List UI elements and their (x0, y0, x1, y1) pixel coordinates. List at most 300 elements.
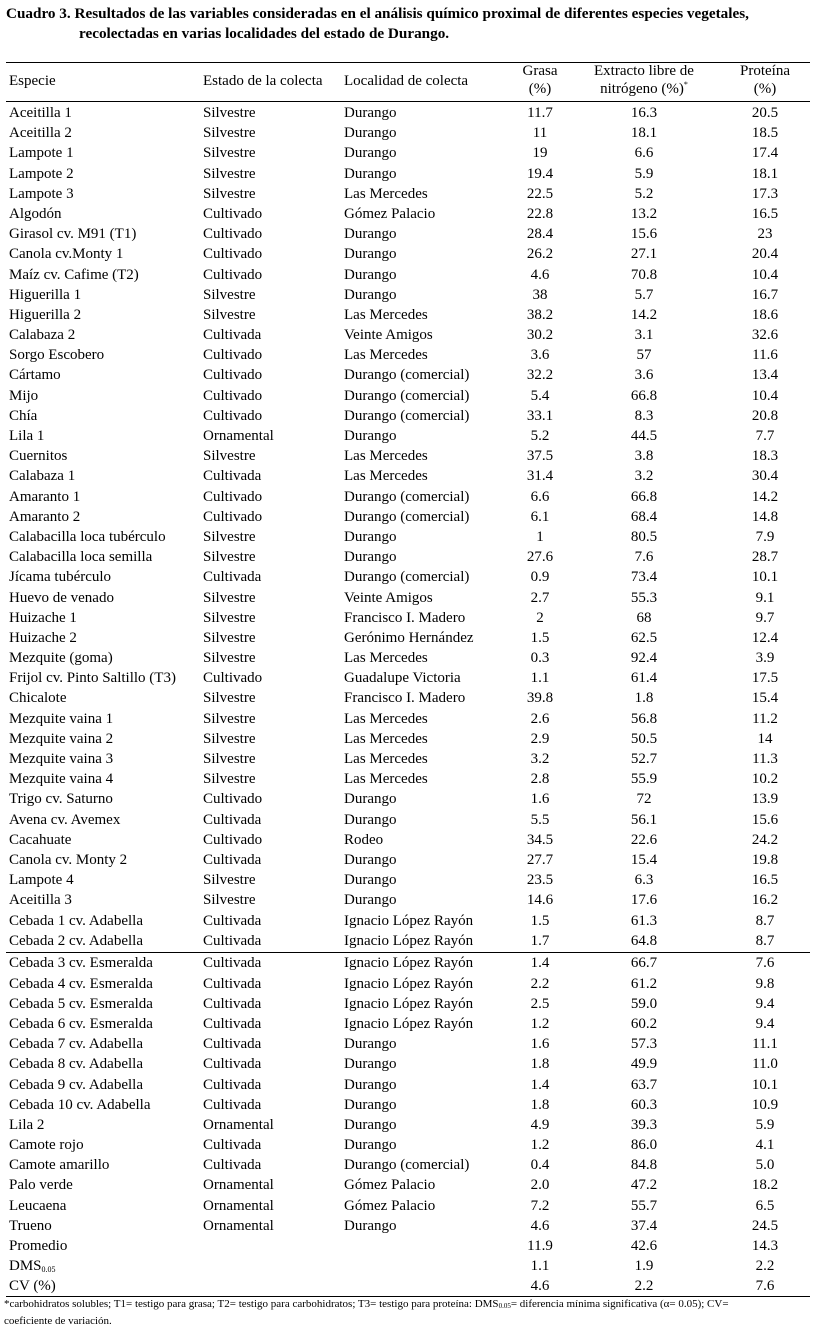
cell-grasa: 1.1 (530, 670, 550, 687)
cell-proteina: 7.7 (755, 428, 775, 444)
cell-especie: Canola cv. Monty 2 (9, 851, 128, 868)
cell-proteina: 10.4 (751, 266, 779, 283)
table-row (0, 406, 820, 426)
cell-estado: Cultivado (203, 266, 263, 283)
cell-localidad: Durango (344, 165, 397, 182)
summary-grasa: 11.9 (527, 1238, 553, 1254)
cell-localidad: Durango (comercial) (344, 367, 470, 384)
cell-estado: Ornamental (203, 428, 274, 444)
cell-localidad: Veinte Amigos (344, 327, 433, 344)
cell-especie: Cártamo (9, 367, 61, 384)
cell-estado: Silvestre (203, 589, 256, 606)
table-row (0, 527, 820, 547)
table-row (0, 1075, 820, 1095)
cell-especie: Chía (9, 407, 38, 424)
cell-grasa: 27.6 (526, 549, 554, 566)
cell-extracto: 7.6 (634, 549, 654, 566)
cell-grasa: 38.2 (526, 306, 554, 323)
cell-grasa: 1.8 (530, 1096, 550, 1113)
cell-proteina: 17.5 (751, 670, 779, 687)
summary-label-text: CV (%) (9, 1278, 56, 1295)
cell-especie: Sorgo Escobero (9, 347, 105, 364)
cell-especie: Calabaza 1 (9, 468, 76, 485)
table-row (0, 1095, 820, 1115)
cell-extracto: 80.5 (630, 528, 658, 545)
cell-especie: Cebada 9 cv. Adabella (9, 1076, 143, 1093)
cell-extracto: 60.3 (630, 1096, 658, 1113)
cell-extracto: 56.1 (630, 811, 658, 828)
cell-grasa: 22.5 (526, 185, 554, 202)
cell-estado: Ornamental (203, 1217, 274, 1234)
table-row (0, 244, 820, 264)
cell-extracto: 66.8 (630, 387, 658, 404)
table-row (0, 1196, 820, 1216)
table-row (0, 365, 820, 385)
cell-localidad: Durango (344, 125, 397, 142)
cell-proteina: 11.2 (752, 710, 778, 727)
cell-localidad: Durango (344, 226, 397, 243)
cell-especie: Amaranto 1 (9, 488, 81, 505)
cell-especie: Mezquite (goma) (9, 650, 113, 667)
table-row (0, 507, 820, 527)
cell-grasa: 0.3 (530, 650, 550, 667)
table-row (0, 911, 820, 931)
cell-grasa: 1.4 (530, 955, 550, 972)
cell-grasa: 31.4 (526, 468, 554, 485)
cell-estado: Cultivada (203, 912, 262, 929)
table-row (0, 830, 820, 850)
cell-estado: Cultivado (203, 791, 263, 808)
cell-localidad: Las Mercedes (344, 751, 428, 767)
header-grasa-line1: Grasa (522, 63, 558, 79)
cell-extracto: 18.1 (630, 125, 658, 142)
cell-especie: Cebada 8 cv. Adabella (9, 1056, 143, 1073)
cell-especie: Mezquite vaina 4 (9, 771, 114, 788)
table-row (0, 749, 820, 769)
cell-localidad: Durango (344, 1137, 397, 1154)
cell-grasa: 2 (536, 609, 544, 626)
cell-localidad: Guadalupe Victoria (344, 670, 461, 687)
cell-estado: Cultivada (203, 932, 262, 949)
cell-extracto: 27.1 (630, 246, 658, 263)
table-row (0, 1014, 820, 1034)
cell-estado: Silvestre (203, 306, 256, 323)
header-extracto-line2 (575, 80, 713, 98)
cell-proteina: 18.1 (751, 165, 779, 182)
table-row (0, 1034, 820, 1054)
cell-estado: Silvestre (203, 448, 256, 465)
cell-extracto: 49.9 (630, 1056, 658, 1073)
cell-proteina: 9.4 (755, 995, 775, 1012)
table-row (0, 1216, 820, 1236)
cell-proteina: 8.7 (755, 932, 775, 949)
cell-grasa: 26.2 (526, 246, 554, 263)
cell-grasa: 2.5 (530, 995, 550, 1012)
cell-localidad: Veinte Amigos (344, 589, 433, 606)
table-row (0, 769, 820, 789)
cell-grasa: 1.5 (530, 912, 550, 929)
footnote (4, 1297, 816, 1329)
cell-especie: Aceitilla 1 (9, 105, 72, 121)
cell-extracto: 13.2 (630, 205, 658, 222)
table-row (0, 1175, 820, 1195)
table-row (0, 1155, 820, 1175)
table-row (0, 810, 820, 830)
cell-localidad: Durango (344, 791, 397, 808)
cell-localidad: Durango (comercial) (344, 508, 470, 525)
cell-proteina: 9.7 (755, 609, 775, 626)
cell-localidad: Las Mercedes (344, 448, 428, 465)
cell-especie: Cebada 6 cv. Esmeralda (9, 1015, 153, 1032)
cell-estado: Ornamental (203, 1177, 274, 1194)
cell-especie: Maíz cv. Cafime (T2) (9, 266, 139, 283)
cell-localidad: Durango (344, 246, 397, 263)
cell-estado: Cultivada (203, 1076, 262, 1093)
cell-extracto: 15.6 (630, 226, 658, 243)
cell-especie: Canola cv.Monty 1 (9, 246, 124, 263)
cell-extracto: 3.2 (634, 468, 654, 485)
cell-estado: Cultivada (203, 975, 262, 992)
cell-estado: Silvestre (203, 105, 256, 121)
table-row (0, 466, 820, 486)
cell-especie: Huizache 1 (9, 609, 77, 626)
table-row (0, 547, 820, 567)
cell-estado: Cultivado (203, 670, 263, 687)
cell-especie: Cacahuate (9, 831, 72, 848)
cell-grasa: 1.2 (530, 1137, 550, 1154)
cell-extracto: 61.2 (630, 975, 658, 992)
cell-localidad: Durango (344, 428, 397, 444)
cell-estado: Silvestre (203, 771, 256, 788)
header-extracto (575, 62, 713, 98)
cell-especie: Higuerilla 1 (9, 286, 82, 303)
cell-proteina: 14.2 (751, 488, 779, 505)
cell-estado: Cultivado (203, 407, 263, 424)
cell-extracto: 55.7 (630, 1197, 658, 1214)
cell-grasa: 1.8 (530, 1056, 550, 1073)
cell-localidad: Las Mercedes (344, 468, 428, 485)
table-row (0, 1115, 820, 1135)
cell-proteina: 11.0 (752, 1056, 778, 1073)
table-row (0, 1054, 820, 1074)
cell-grasa: 1 (536, 528, 544, 545)
table-row (0, 345, 820, 365)
cell-especie: Higuerilla 2 (9, 306, 82, 323)
cell-estado: Ornamental (203, 1116, 274, 1133)
cell-localidad: Francisco I. Madero (344, 690, 466, 707)
cell-proteina: 30.4 (751, 468, 779, 485)
cell-proteina: 5.0 (755, 1157, 775, 1174)
header-extracto-line1: Extracto libre de (594, 63, 694, 79)
cell-proteina: 24.5 (751, 1217, 779, 1234)
cell-especie: Chicalote (9, 690, 67, 707)
cell-extracto: 70.8 (630, 266, 658, 283)
cell-estado: Cultivado (203, 508, 263, 525)
cell-extracto: 14.2 (630, 306, 658, 323)
cell-localidad: Durango (344, 528, 397, 545)
cell-estado: Silvestre (203, 165, 256, 182)
cell-proteina: 9.1 (755, 589, 775, 606)
cell-extracto: 5.7 (634, 286, 654, 303)
table-row (0, 426, 820, 446)
cell-estado: Cultivada (203, 1096, 262, 1113)
cell-extracto: 6.3 (634, 872, 654, 889)
cell-proteina: 10.4 (751, 387, 779, 404)
cell-proteina: 20.4 (751, 246, 779, 263)
cell-localidad: Durango (344, 811, 397, 828)
cell-especie: Mezquite vaina 3 (9, 751, 114, 767)
table-row (0, 143, 820, 163)
cell-especie: Lila 1 (9, 428, 45, 444)
cell-grasa: 1.4 (530, 1076, 550, 1093)
table-row (0, 265, 820, 285)
cell-especie: Lila 2 (9, 1116, 45, 1133)
cell-estado: Ornamental (203, 1197, 274, 1214)
cell-proteina: 17.3 (751, 185, 779, 202)
cell-extracto: 84.8 (630, 1157, 658, 1174)
cell-proteina: 16.7 (751, 286, 779, 303)
cell-localidad: Las Mercedes (344, 306, 428, 323)
cell-extracto: 44.5 (630, 428, 658, 444)
header-extracto-mark: * (683, 80, 688, 89)
table-row (0, 931, 820, 951)
cell-extracto: 56.8 (630, 710, 658, 727)
cell-especie: Huizache 2 (9, 629, 77, 646)
table-row (0, 103, 820, 123)
cell-estado: Cultivada (203, 1036, 262, 1053)
cell-extracto: 52.7 (630, 751, 658, 767)
cell-grasa: 33.1 (526, 407, 554, 424)
footnote-part1: *carbohidratos solubles; T1= testigo para grasa; T2= testigo para carbohidratos; T3= testigo para proteína: DMS (4, 1298, 499, 1310)
table-row (0, 446, 820, 466)
footnote-sub: 0.05 (498, 1302, 511, 1310)
cell-proteina: 8.7 (755, 912, 775, 929)
cell-localidad: Francisco I. Madero (344, 609, 466, 626)
cell-estado: Silvestre (203, 145, 256, 162)
cell-grasa: 0.9 (530, 569, 550, 586)
table-row (0, 974, 820, 994)
cell-extracto: 60.2 (630, 1015, 658, 1032)
summary-extracto: 1.9 (634, 1258, 654, 1275)
cell-grasa: 38 (532, 286, 548, 303)
cell-grasa: 4.9 (530, 1116, 550, 1133)
cell-grasa: 1.6 (530, 791, 550, 808)
header-localidad: Localidad de colecta (344, 73, 469, 89)
header-extracto-text: nitrógeno (%) (600, 81, 684, 97)
cell-localidad: Ignacio López Rayón (344, 955, 474, 972)
cell-extracto: 55.9 (630, 771, 658, 788)
cell-proteina: 10.1 (751, 569, 779, 586)
summary-grasa: 4.6 (530, 1278, 550, 1295)
cell-localidad: Las Mercedes (344, 347, 428, 364)
cell-extracto: 59.0 (630, 995, 658, 1012)
summary-label-text: DMS (9, 1258, 42, 1275)
cell-proteina: 18.6 (751, 306, 779, 323)
cell-localidad: Durango (comercial) (344, 1157, 470, 1174)
cell-extracto: 57.3 (630, 1036, 658, 1053)
cell-grasa: 22.8 (526, 205, 554, 222)
cell-proteina: 16.5 (751, 872, 779, 889)
cell-proteina: 15.6 (751, 811, 779, 828)
cell-estado: Cultivado (203, 246, 263, 263)
cell-localidad: Durango (344, 851, 397, 868)
cell-especie: Lampote 2 (9, 165, 74, 182)
cell-grasa: 2.9 (530, 730, 550, 747)
cell-localidad: Las Mercedes (344, 650, 428, 667)
cell-extracto: 37.4 (630, 1217, 658, 1234)
cell-localidad: Gómez Palacio (344, 205, 436, 222)
cell-localidad: Ignacio López Rayón (344, 912, 474, 929)
cell-estado: Cultivada (203, 1137, 262, 1154)
cell-especie: Cebada 10 cv. Adabella (9, 1096, 151, 1113)
table-row (0, 386, 820, 406)
header-proteina-line2: (%) (753, 81, 777, 97)
cell-grasa: 23.5 (526, 872, 554, 889)
cell-proteina: 18.5 (751, 125, 779, 142)
cell-localidad: Durango (344, 892, 397, 909)
table-row (0, 953, 820, 973)
cell-proteina: 14.8 (751, 508, 779, 525)
cell-grasa: 27.7 (526, 851, 554, 868)
cell-extracto: 22.6 (630, 831, 658, 848)
cell-estado: Cultivado (203, 367, 263, 384)
table-row (0, 850, 820, 870)
cell-estado: Cultivada (203, 1015, 262, 1032)
cell-estado: Cultivado (203, 226, 263, 243)
cell-proteina: 20.5 (751, 105, 779, 121)
table-row (0, 709, 820, 729)
summary-row-promedio (0, 1236, 820, 1256)
cell-proteina: 18.3 (751, 448, 779, 465)
cell-especie: Calabaza 2 (9, 327, 76, 344)
cell-extracto: 72 (636, 791, 652, 808)
cell-proteina: 7.6 (755, 955, 775, 972)
cell-extracto: 17.6 (630, 892, 658, 909)
cell-proteina: 6.5 (755, 1197, 775, 1214)
table-row (0, 648, 820, 668)
cell-especie: Cuernitos (9, 448, 68, 465)
cell-extracto: 55.3 (630, 589, 658, 606)
cell-grasa: 2.6 (530, 710, 550, 727)
cell-localidad: Durango (344, 549, 397, 566)
cell-grasa: 3.6 (530, 347, 550, 364)
cell-extracto: 3.8 (634, 448, 654, 465)
cell-estado: Silvestre (203, 125, 256, 142)
cell-grasa: 2.2 (530, 975, 550, 992)
cell-especie: Trueno (9, 1217, 52, 1234)
cell-grasa: 4.6 (530, 266, 550, 283)
cell-estado: Silvestre (203, 690, 256, 707)
cell-localidad: Durango (344, 1116, 397, 1133)
cell-especie: Cebada 7 cv. Adabella (9, 1036, 143, 1053)
cell-estado: Cultivada (203, 569, 262, 586)
header-proteina (720, 62, 810, 98)
cell-especie: Aceitilla 2 (9, 125, 72, 142)
cell-especie: Cebada 2 cv. Adabella (9, 932, 143, 949)
summary-label (9, 1236, 67, 1256)
cell-localidad: Durango (comercial) (344, 569, 470, 586)
cell-especie: Camote amarillo (9, 1157, 110, 1174)
table-row (0, 204, 820, 224)
cell-proteina: 5.9 (755, 1116, 775, 1133)
summary-label-sub: 0.05 (41, 1265, 56, 1275)
cell-estado: Cultivado (203, 387, 263, 404)
cell-localidad: Durango (344, 1056, 397, 1073)
table-row (0, 729, 820, 749)
cell-grasa: 1.6 (530, 1036, 550, 1053)
cell-proteina: 15.4 (751, 690, 779, 707)
cell-estado: Silvestre (203, 629, 256, 646)
cell-grasa: 11 (532, 125, 548, 142)
cell-extracto: 3.1 (634, 327, 654, 344)
cell-especie: Trigo cv. Saturno (9, 791, 113, 808)
caption-line-1: Cuadro 3. Resultados de las variables consideradas en el análisis químico proximal de diferentes especies vegetales, (6, 5, 749, 22)
cell-grasa: 39.8 (526, 690, 554, 707)
cell-proteina: 9.8 (755, 975, 775, 992)
cell-localidad: Ignacio López Rayón (344, 1015, 474, 1032)
cell-proteina: 12.4 (751, 629, 779, 646)
table-row (0, 305, 820, 325)
cell-estado: Cultivada (203, 851, 262, 868)
footnote-part2: = diferencia mínima significativa (α= 0.05); CV= (510, 1298, 729, 1310)
cell-proteina: 11.6 (752, 347, 778, 364)
table-row (0, 164, 820, 184)
table-row (0, 285, 820, 305)
cell-localidad: Durango (344, 1217, 397, 1234)
cell-proteina: 19.8 (751, 851, 779, 868)
cell-localidad: Las Mercedes (344, 771, 428, 788)
cell-localidad: Ignacio López Rayón (344, 932, 474, 949)
header-grasa (505, 62, 575, 98)
table-row (0, 668, 820, 688)
cell-proteina: 13.9 (751, 791, 779, 808)
mid-rule (6, 952, 810, 953)
cell-extracto: 3.6 (634, 367, 654, 384)
cell-proteina: 10.9 (751, 1096, 779, 1113)
cell-especie: Jícama tubérculo (9, 569, 112, 586)
cell-proteina: 28.7 (751, 549, 779, 566)
summary-extracto: 2.2 (634, 1278, 654, 1295)
cell-grasa: 6.6 (530, 488, 550, 505)
cell-grasa: 19.4 (526, 165, 554, 182)
cell-especie: Cebada 4 cv. Esmeralda (9, 975, 153, 992)
cell-estado: Cultivado (203, 205, 263, 222)
summary-label-text: Promedio (9, 1238, 68, 1254)
table-row (0, 588, 820, 608)
cell-especie: Palo verde (9, 1177, 73, 1194)
cell-proteina: 4.1 (755, 1137, 775, 1154)
cell-especie: Lampote 3 (9, 185, 74, 202)
cell-proteina: 23 (757, 226, 773, 243)
summary-row-dms (0, 1256, 820, 1276)
cell-grasa: 32.2 (526, 367, 554, 384)
cell-grasa: 5.5 (530, 811, 550, 828)
cell-localidad: Durango (344, 145, 397, 162)
summary-label (9, 1276, 56, 1296)
cell-estado: Silvestre (203, 751, 256, 767)
cell-estado: Silvestre (203, 528, 256, 545)
cell-grasa: 19 (532, 145, 548, 162)
cell-especie: Mezquite vaina 1 (9, 710, 114, 727)
table-row (0, 1135, 820, 1155)
cell-localidad: Durango (344, 105, 397, 121)
cell-especie: Cebada 5 cv. Esmeralda (9, 995, 153, 1012)
cell-estado: Silvestre (203, 872, 256, 889)
cell-especie: Camote rojo (9, 1137, 84, 1154)
cell-extracto: 66.7 (630, 955, 658, 972)
cell-proteina: 9.4 (755, 1015, 775, 1032)
cell-especie: Lampote 4 (9, 872, 74, 889)
